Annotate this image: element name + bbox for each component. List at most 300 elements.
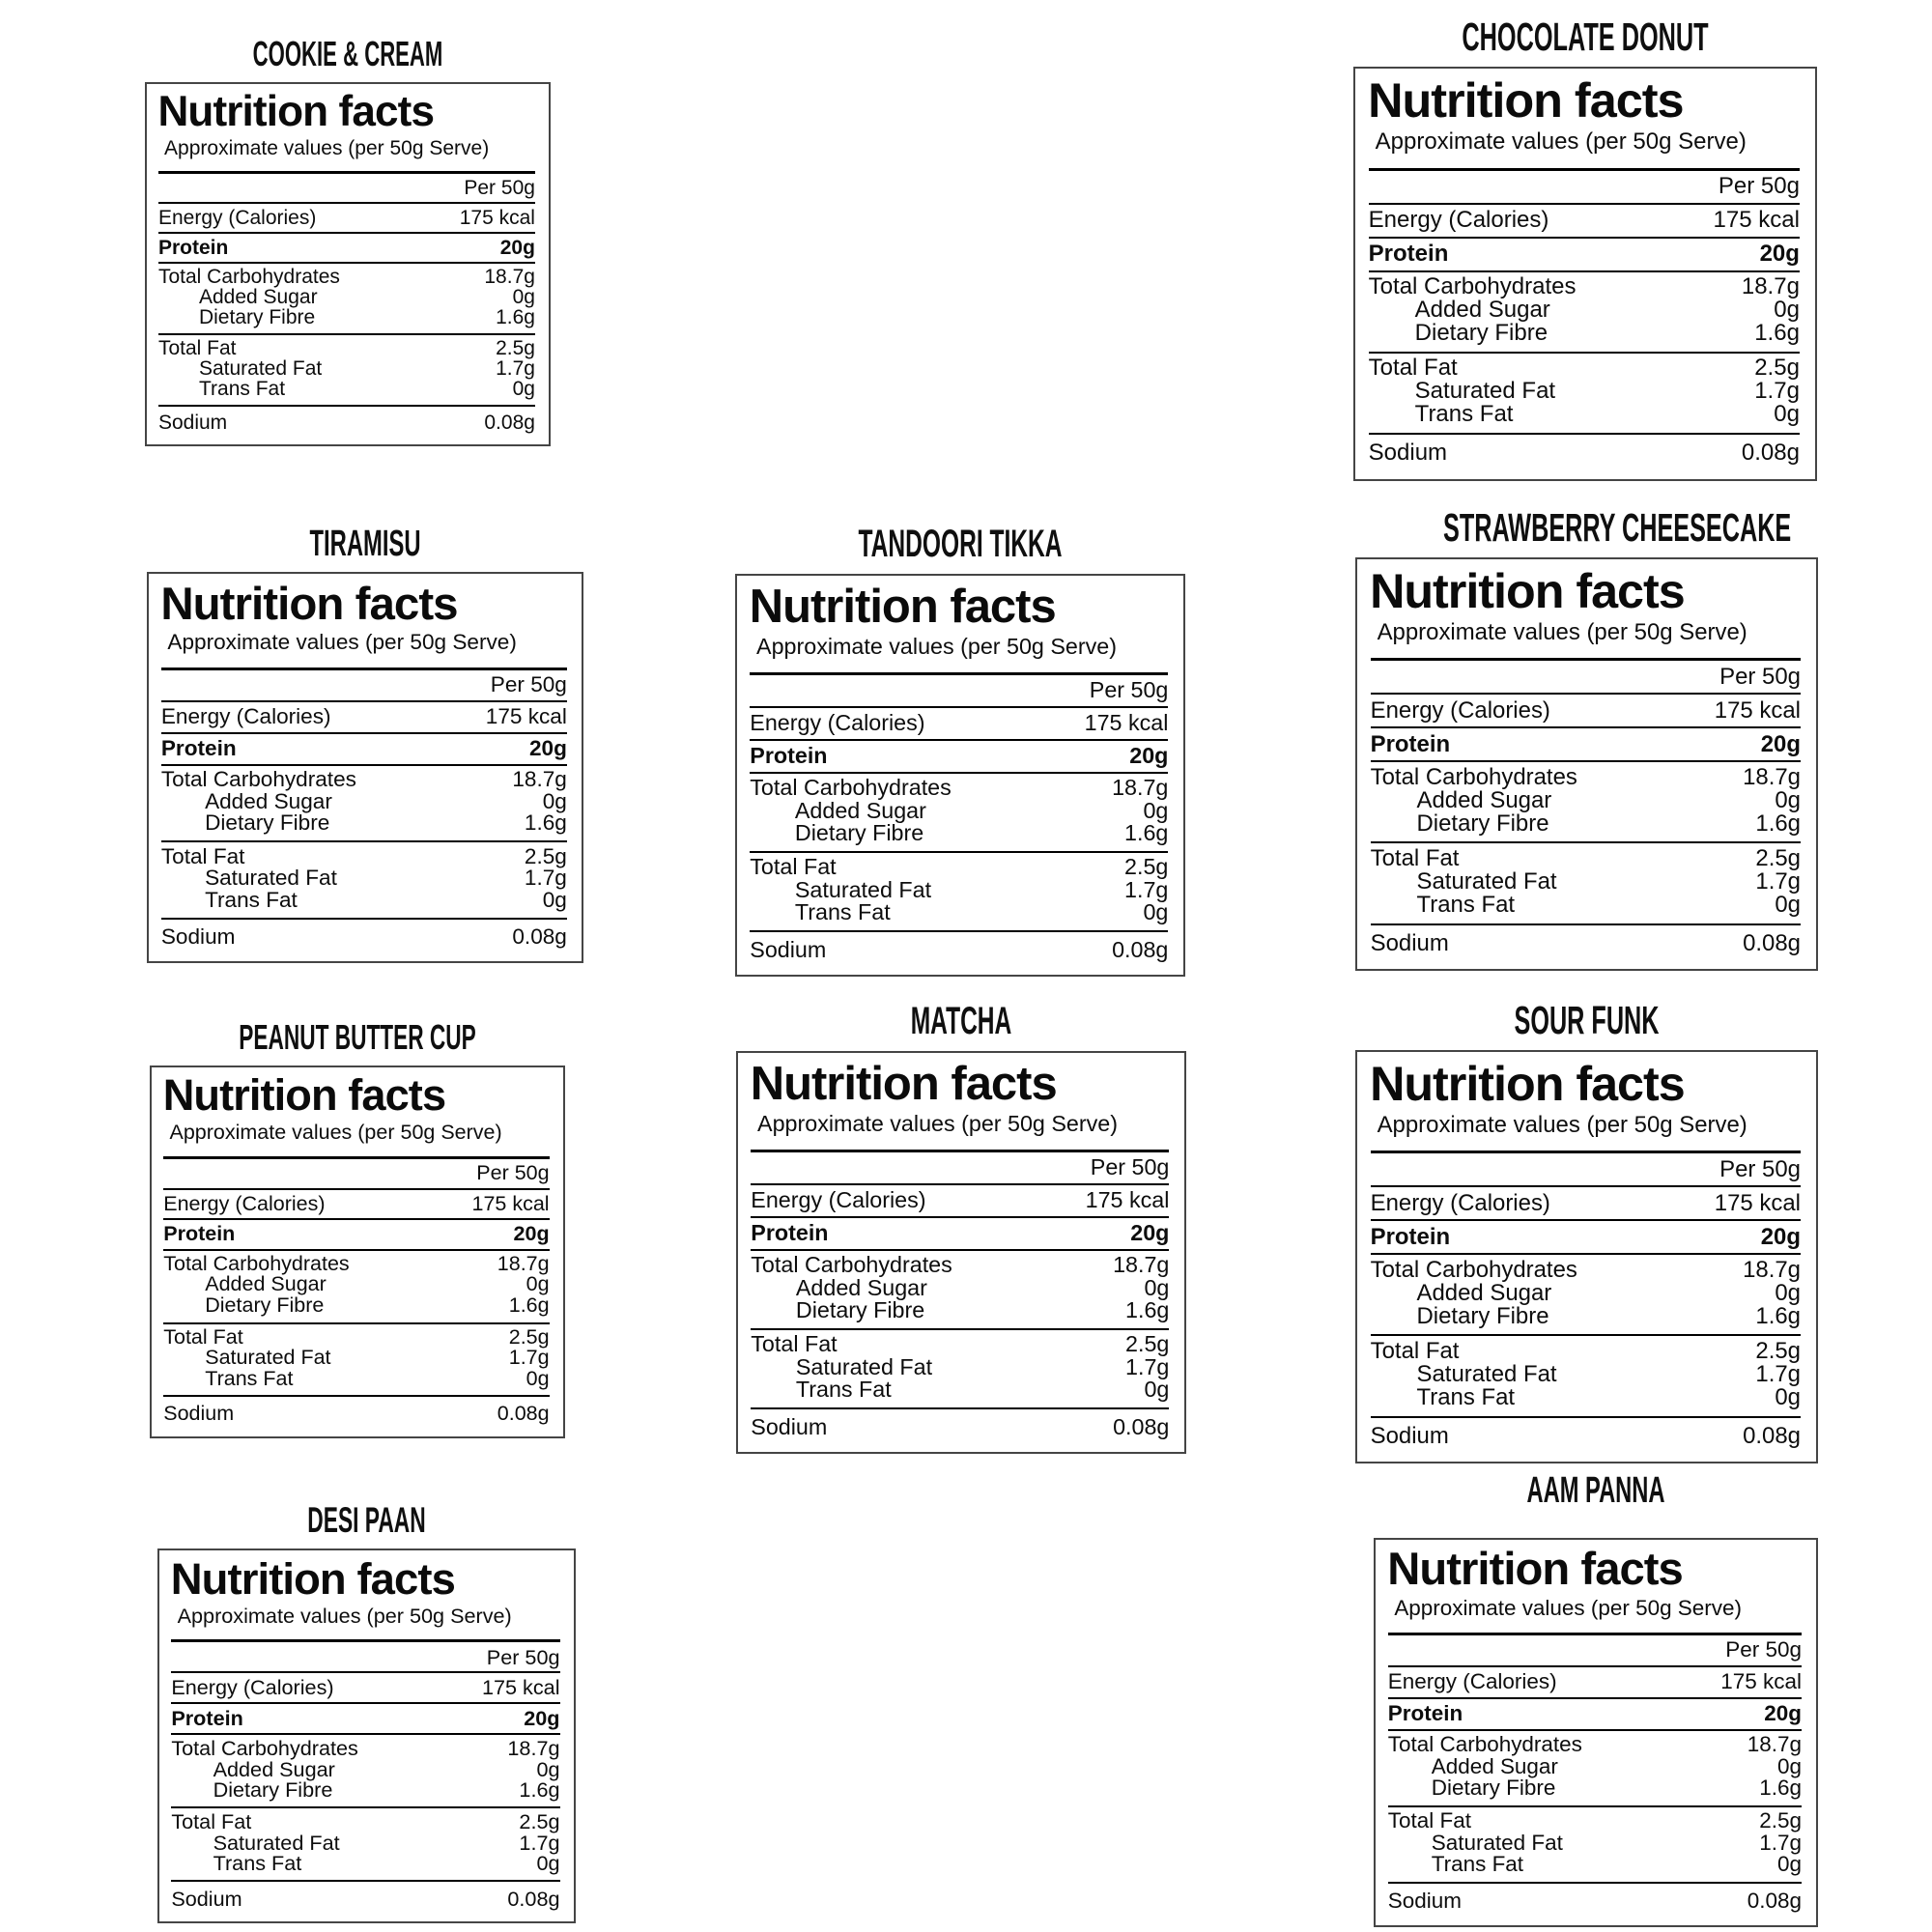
row-label: Total Carbohydrates — [1387, 1732, 1582, 1757]
table-row — [1371, 1187, 1801, 1219]
column-header: Per 50g — [1719, 663, 1801, 690]
table-row — [163, 1295, 549, 1317]
row-label: Protein — [160, 736, 237, 761]
table-row — [163, 1274, 549, 1295]
column-header: Per 50g — [1090, 1153, 1170, 1179]
table-row — [750, 876, 1169, 902]
table-row — [161, 734, 567, 764]
row-label: Total Carbohydrates — [163, 1251, 350, 1275]
row-label: Total Fat — [750, 854, 837, 880]
table-row — [1371, 1418, 1801, 1448]
table-row — [161, 702, 567, 732]
nutrition-table — [161, 668, 567, 949]
table-row — [158, 267, 535, 287]
row-value: 0.08g — [507, 1886, 560, 1911]
row-label: Saturated Fat — [1431, 1830, 1563, 1855]
row-value: 175 kcal — [1084, 710, 1169, 736]
row-label: Saturated Fat — [794, 876, 932, 902]
table-row — [171, 1735, 560, 1760]
row-value: 18.7g — [507, 1735, 560, 1760]
table-row — [1388, 1777, 1802, 1799]
nutrition-table — [1371, 658, 1801, 954]
row-value: 1.6g — [1754, 320, 1800, 347]
row-value: 0g — [1776, 1753, 1802, 1778]
row-value: 1.7g — [508, 1346, 550, 1370]
nutrition-table — [1371, 1151, 1801, 1447]
table-row — [158, 287, 535, 307]
nutrition-table — [163, 1156, 549, 1424]
label-unit-matcha — [736, 1000, 1186, 1454]
row-label: Sodium — [751, 1413, 828, 1439]
serving-note: Approximate values (per 50g Serve) — [1375, 128, 1747, 155]
table-header-row — [751, 1152, 1169, 1183]
flavor-title: AAM PANNA — [1526, 1468, 1665, 1511]
fat-group — [750, 853, 1168, 930]
table-header-row — [1369, 171, 1800, 203]
row-value: 20g — [499, 236, 535, 259]
nutrition-facts-heading: Nutrition facts — [1387, 1543, 1683, 1595]
nutrition-table — [1369, 168, 1800, 466]
table-row — [163, 1366, 550, 1390]
row-label: Saturated Fat — [205, 866, 337, 891]
nutrition-label — [157, 1548, 576, 1923]
row-label: Added Sugar — [1431, 1753, 1558, 1778]
table-row — [1370, 1256, 1801, 1283]
row-value: 20g — [1764, 1701, 1802, 1726]
row-value: 0g — [1774, 401, 1800, 428]
row-label: Energy (Calories) — [1387, 1669, 1557, 1694]
table-row — [1371, 812, 1801, 836]
row-label: Sodium — [160, 923, 236, 949]
row-value: 1.7g — [1759, 1830, 1802, 1855]
row-label: Energy (Calories) — [157, 206, 317, 229]
label-unit-aam-panna — [1374, 1468, 1818, 1927]
row-label: Added Sugar — [1416, 1279, 1552, 1306]
table-row — [160, 843, 567, 868]
row-value: 2.5g — [524, 843, 567, 868]
row-label: Protein — [750, 743, 828, 769]
row-label: Saturated Fat — [1414, 378, 1556, 405]
row-label: Trans Fat — [1416, 1383, 1516, 1410]
row-value: 1.7g — [496, 356, 535, 380]
row-value: 0.08g — [1747, 1888, 1802, 1913]
row-value: 0g — [1775, 1383, 1801, 1410]
table-row — [161, 867, 567, 890]
row-label: Added Sugar — [1416, 786, 1552, 813]
table-row — [1371, 695, 1801, 726]
table-row — [171, 1779, 559, 1801]
row-label: Sodium — [157, 411, 228, 434]
nutrition-facts-heading: Nutrition facts — [749, 580, 1056, 633]
table-row — [1369, 356, 1800, 380]
row-label: Total Fat — [1387, 1808, 1471, 1833]
row-label: Total Fat — [751, 1331, 838, 1357]
row-value: 2.5g — [1755, 844, 1801, 871]
nutrition-label — [150, 1065, 565, 1438]
row-value: 18.7g — [497, 1251, 550, 1275]
row-label: Dietary Fibre — [1416, 810, 1549, 837]
table-row — [1388, 1667, 1802, 1697]
flavor-title: PEANUT BUTTER CUP — [239, 1017, 476, 1058]
row-label: Trans Fat — [1414, 401, 1514, 428]
row-label: Trans Fat — [1416, 891, 1516, 918]
row-value: 1.6g — [1755, 1302, 1801, 1329]
row-label: Added Sugar — [213, 1756, 335, 1781]
table-row — [171, 1756, 560, 1781]
row-label: Saturated Fat — [1416, 1360, 1557, 1387]
table-row — [161, 920, 567, 948]
nutrition-label — [1355, 557, 1818, 971]
fat-group — [163, 1324, 549, 1396]
row-label: Energy (Calories) — [751, 1187, 926, 1213]
table-row — [1370, 844, 1801, 871]
serving-note: Approximate values (per 50g Serve) — [756, 633, 1117, 659]
label-unit-desi-paan — [157, 1500, 576, 1923]
table-header-row — [163, 1159, 549, 1188]
row-label: Sodium — [1387, 1888, 1462, 1913]
row-value: 175 kcal — [1713, 207, 1800, 234]
serving-note: Approximate values (per 50g Serve) — [1377, 618, 1747, 645]
row-value: 20g — [1760, 730, 1801, 757]
row-label: Saturated Fat — [213, 1830, 340, 1855]
row-label: Total Fat — [157, 336, 237, 359]
row-label: Protein — [1387, 1701, 1463, 1726]
table-row — [1369, 275, 1800, 298]
row-label: Protein — [1370, 1223, 1451, 1250]
row-value: 18.7g — [1743, 763, 1801, 790]
label-unit-strawberry-cheesecake — [1355, 505, 1818, 971]
carbohydrate-group — [158, 264, 535, 333]
table-row — [163, 1190, 549, 1219]
row-label: Trans Fat — [205, 1366, 294, 1390]
table-row — [751, 1185, 1169, 1216]
nutrition-facts-heading: Nutrition facts — [162, 1070, 446, 1121]
row-value: 1.6g — [496, 305, 535, 328]
row-value: 18.7g — [1112, 775, 1169, 801]
row-label: Saturated Fat — [205, 1346, 331, 1370]
row-value: 2.5g — [496, 336, 535, 359]
row-value: 1.7g — [1125, 1353, 1170, 1379]
serving-note: Approximate values (per 50g Serve) — [1377, 1111, 1747, 1138]
nutrition-label — [735, 574, 1185, 977]
row-value: 1.6g — [519, 1777, 560, 1803]
row-value: 2.5g — [1755, 1337, 1801, 1364]
carbohydrate-group — [163, 1251, 549, 1322]
table-row — [158, 358, 535, 379]
row-label: Total Carbohydrates — [1368, 273, 1577, 300]
row-value: 18.7g — [1741, 273, 1800, 300]
row-value: 1.6g — [1755, 810, 1801, 837]
row-value: 1.6g — [1125, 1296, 1170, 1322]
row-value: 1.7g — [1755, 867, 1801, 895]
table-row — [158, 379, 535, 399]
table-row — [163, 1324, 550, 1349]
table-row — [750, 777, 1168, 799]
row-label: Dietary Fibre — [205, 810, 330, 836]
table-row — [750, 856, 1168, 878]
nutrition-table — [171, 1639, 559, 1909]
serving-note: Approximate values (per 50g Serve) — [177, 1604, 512, 1629]
row-label: Trans Fat — [213, 1851, 302, 1876]
row-label: Total Fat — [1370, 844, 1460, 871]
table-row — [1388, 1734, 1802, 1755]
table-row — [1369, 205, 1800, 237]
row-label: Sodium — [1368, 440, 1448, 467]
table-row — [751, 1353, 1170, 1379]
row-label: Dietary Fibre — [1416, 1302, 1549, 1329]
table-header-row — [158, 174, 535, 202]
table-row — [1388, 1699, 1802, 1729]
row-value: 0g — [1775, 786, 1801, 813]
table-row — [1370, 763, 1801, 790]
table-row — [750, 898, 1169, 924]
row-label: Total Fat — [1370, 1337, 1460, 1364]
table-row — [161, 887, 567, 912]
row-label: Dietary Fibre — [794, 819, 924, 845]
table-row — [751, 1296, 1170, 1322]
table-row — [1369, 380, 1800, 403]
row-label: Protein — [163, 1222, 236, 1246]
table-row — [158, 234, 535, 262]
row-value: 0g — [542, 788, 567, 813]
table-row — [158, 407, 535, 433]
row-label: Sodium — [750, 936, 827, 962]
serving-note: Approximate values (per 50g Serve) — [757, 1110, 1118, 1136]
table-row — [1371, 867, 1801, 895]
table-row — [161, 769, 567, 791]
row-value: 175 kcal — [485, 703, 567, 728]
row-label: Added Sugar — [198, 285, 318, 308]
label-unit-sour-funk — [1355, 998, 1818, 1463]
row-label: Total Fat — [171, 1809, 252, 1834]
flavor-title: TIRAMISU — [309, 522, 421, 564]
row-label: Energy (Calories) — [171, 1675, 334, 1700]
table-row — [750, 797, 1169, 823]
row-value: 20g — [1129, 743, 1169, 769]
row-label: Saturated Fat — [1416, 867, 1557, 895]
nutrition-label — [147, 572, 583, 963]
row-label: Protein — [1370, 730, 1451, 757]
label-unit-peanut-butter-cup — [150, 1017, 565, 1438]
nutrition-facts-heading: Nutrition facts — [157, 87, 435, 135]
row-label: Total Carbohydrates — [171, 1735, 358, 1760]
row-value: 0g — [1143, 797, 1169, 823]
nutrition-table — [751, 1150, 1169, 1438]
row-label: Trans Fat — [205, 887, 298, 912]
carbohydrate-group — [1371, 1255, 1801, 1334]
table-header-row — [161, 670, 567, 700]
nutrition-label — [1374, 1538, 1818, 1927]
row-value: 175 kcal — [471, 1191, 550, 1215]
table-row — [751, 1274, 1170, 1300]
table-row — [1369, 322, 1800, 345]
row-label: Protein — [1368, 241, 1449, 268]
row-value: 175 kcal — [481, 1675, 560, 1700]
row-label: Added Sugar — [205, 1272, 327, 1296]
nutrition-facts-heading: Nutrition facts — [1370, 563, 1685, 619]
serving-note: Approximate values (per 50g Serve) — [167, 629, 517, 654]
row-value: 1.7g — [524, 866, 567, 891]
table-row — [751, 1254, 1169, 1276]
table-row — [1388, 1884, 1802, 1912]
row-value: 1.6g — [524, 810, 567, 836]
label-unit-tiramisu — [147, 522, 583, 963]
row-label: Trans Fat — [794, 898, 891, 924]
table-row — [751, 1409, 1169, 1438]
fat-group — [158, 335, 535, 405]
carbohydrate-group — [750, 774, 1168, 851]
row-value: 0g — [526, 1366, 550, 1390]
serving-note: Approximate values (per 50g Serve) — [164, 136, 490, 159]
table-row — [171, 1853, 559, 1874]
table-row — [1388, 1810, 1802, 1832]
row-value: 0g — [512, 377, 535, 400]
row-value: 18.7g — [512, 767, 567, 792]
row-value: 0.08g — [512, 923, 567, 949]
row-value: 0.08g — [484, 411, 535, 434]
row-label: Added Sugar — [794, 797, 926, 823]
table-row — [171, 1882, 559, 1909]
row-value: 0.08g — [1112, 936, 1169, 962]
table-header-row — [171, 1642, 559, 1671]
table-row — [1371, 891, 1801, 918]
column-header: Per 50g — [464, 176, 535, 199]
row-value: 2.5g — [1754, 355, 1800, 382]
nutrition-facts-heading: Nutrition facts — [170, 1554, 455, 1605]
table-row — [1388, 1753, 1802, 1778]
row-value: 0g — [1775, 891, 1801, 918]
row-label: Total Carbohydrates — [1370, 1256, 1577, 1283]
table-row — [1369, 239, 1800, 270]
row-value: 0.08g — [1743, 1422, 1801, 1449]
table-row — [1371, 1360, 1801, 1387]
flavor-title: TANDOORI TIKKA — [858, 523, 1063, 566]
serving-note: Approximate values (per 50g Serve) — [169, 1121, 502, 1145]
row-value: 18.7g — [484, 265, 535, 288]
table-row — [1371, 728, 1801, 760]
carbohydrate-group — [1369, 272, 1800, 352]
row-label: Total Carbohydrates — [751, 1252, 952, 1278]
table-row — [1371, 786, 1801, 813]
row-value: 0g — [1774, 297, 1800, 324]
row-label: Energy (Calories) — [1368, 207, 1549, 234]
row-label: Total Carbohydrates — [1370, 763, 1577, 790]
table-row — [750, 741, 1168, 772]
carbohydrate-group — [161, 766, 567, 840]
row-value: 1.7g — [519, 1830, 560, 1855]
row-value: 1.7g — [1124, 876, 1169, 902]
row-value: 0.08g — [1113, 1413, 1170, 1439]
row-label: Energy (Calories) — [163, 1191, 326, 1215]
table-row — [750, 708, 1168, 739]
table-row — [158, 338, 535, 358]
row-value: 20g — [1759, 241, 1800, 268]
flavor-title: SOUR FUNK — [1514, 998, 1660, 1043]
table-row — [1388, 1830, 1802, 1855]
table-row — [171, 1704, 559, 1733]
nutrition-label — [736, 1051, 1186, 1454]
table-row — [1371, 1383, 1801, 1410]
row-label: Added Sugar — [795, 1274, 927, 1300]
table-row — [171, 1673, 559, 1702]
row-value: 0g — [536, 1756, 560, 1781]
table-row — [750, 819, 1169, 845]
table-row — [1369, 298, 1800, 322]
row-label: Trans Fat — [1431, 1852, 1524, 1877]
table-row — [1371, 1279, 1801, 1306]
label-unit-chocolate-donut — [1353, 14, 1817, 481]
column-header: Per 50g — [490, 671, 567, 696]
row-value: 18.7g — [1747, 1732, 1802, 1757]
row-value: 0g — [1143, 898, 1169, 924]
row-value: 0g — [1776, 1852, 1802, 1877]
row-value: 2.5g — [1124, 854, 1169, 880]
label-unit-cookie-and-cream — [145, 35, 551, 446]
row-label: Total Fat — [163, 1324, 243, 1349]
row-label: Dietary Fibre — [198, 305, 316, 328]
fat-group — [171, 1808, 559, 1880]
row-value: 2.5g — [1759, 1808, 1802, 1833]
row-value: 1.6g — [1759, 1776, 1802, 1801]
row-label: Total Carbohydrates — [160, 767, 356, 792]
row-label: Energy (Calories) — [750, 710, 925, 736]
row-value: 0.08g — [497, 1401, 550, 1425]
row-value: 2.5g — [1125, 1331, 1170, 1357]
row-label: Energy (Calories) — [1370, 696, 1550, 724]
table-row — [161, 812, 567, 835]
fat-group — [1388, 1807, 1802, 1882]
nutrition-table — [750, 672, 1168, 961]
fat-group — [1371, 1336, 1801, 1415]
nutrition-facts-heading: Nutrition facts — [750, 1057, 1057, 1110]
table-row — [750, 932, 1168, 961]
row-value: 18.7g — [1743, 1256, 1801, 1283]
nutrition-table — [158, 171, 535, 433]
row-value: 0g — [526, 1272, 550, 1296]
table-row — [171, 1830, 560, 1855]
row-label: Added Sugar — [1414, 297, 1550, 324]
row-label: Dietary Fibre — [205, 1293, 325, 1317]
table-row — [161, 788, 567, 813]
table-row — [158, 204, 535, 232]
column-header: Per 50g — [1718, 173, 1800, 200]
table-header-row — [1388, 1635, 1802, 1665]
row-value: 18.7g — [1113, 1252, 1170, 1278]
row-label: Dietary Fibre — [213, 1777, 333, 1803]
row-value: 175 kcal — [1720, 1669, 1802, 1694]
fat-group — [1369, 354, 1800, 433]
row-value: 175 kcal — [1714, 1189, 1801, 1216]
row-label: Dietary Fibre — [795, 1296, 925, 1322]
row-value: 0g — [1144, 1274, 1170, 1300]
column-header: Per 50g — [1089, 676, 1169, 702]
table-row — [163, 1397, 549, 1424]
row-label: Total Carbohydrates — [157, 265, 340, 288]
column-header: Per 50g — [476, 1160, 550, 1184]
table-row — [1369, 435, 1800, 465]
carbohydrate-group — [1371, 762, 1801, 841]
row-value: 0g — [542, 887, 567, 912]
row-label: Sodium — [1370, 1422, 1449, 1449]
row-value: 20g — [1760, 1223, 1801, 1250]
row-label: Total Fat — [1368, 355, 1458, 382]
table-row — [163, 1220, 549, 1249]
column-header: Per 50g — [1719, 1155, 1801, 1182]
table-header-row — [1371, 661, 1801, 693]
row-value: 1.7g — [1755, 1360, 1801, 1387]
row-label: Added Sugar — [205, 788, 332, 813]
serving-note: Approximate values (per 50g Serve) — [1394, 1595, 1742, 1620]
